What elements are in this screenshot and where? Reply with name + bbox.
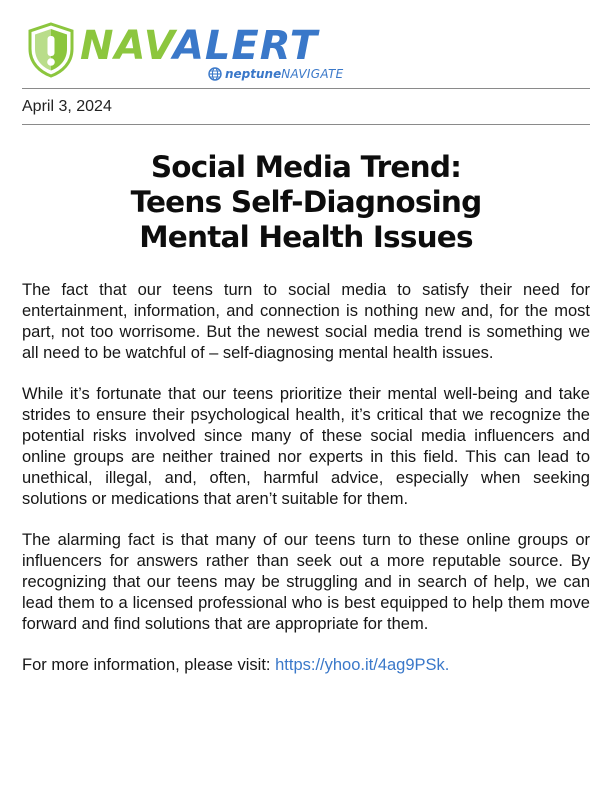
- globe-icon: [208, 67, 222, 81]
- divider-bottom: [22, 124, 590, 125]
- more-info-text: For more information, please visit:: [22, 656, 276, 674]
- sub-neptune: neptune: [225, 67, 282, 81]
- divider-top: [22, 88, 590, 89]
- publish-date: April 3, 2024: [22, 98, 112, 115]
- logo-wordmark: [80, 22, 318, 70]
- title-line-2: Teens Self-Diagnosing: [130, 185, 482, 219]
- sub-navigate: NAVIGATE: [281, 67, 344, 81]
- more-info-link[interactable]: https://yhoo.it/4ag9PSk.: [275, 656, 450, 674]
- article-title: [22, 150, 590, 255]
- article-body: [22, 280, 590, 676]
- header: [22, 20, 590, 90]
- logo-alert: ALERT: [172, 23, 319, 69]
- more-info-line: [22, 655, 590, 676]
- paragraph-2: While it’s fortunate that our teens prioritize their mental well-being and take strides to ensure their psychological health, it’s critical that we recognize the potential risks involved since many of these social media influencers and online groups are neither trained nor experts in this field. This can lead to unethical, illegal, and, often, harmful advice, especially when seeking solutions or medications that aren’t suitable for them.: [22, 385, 590, 508]
- paragraph-3: The alarming fact is that many of our teens turn to these online groups or influencers for answers rather than seek out a more reputable source. By recognizing that our teens may be struggling and in search of help, we can lead them to a licensed professional who is best equipped to help them move forward and find solutions that are appropriate for them.: [22, 531, 590, 633]
- title-line-1: Social Media Trend:: [150, 150, 462, 184]
- paragraph-1: The fact that our teens turn to social media to satisfy their need for entertainment, information, and connection is nothing new and, for the most part, not too worrisome. But the newest social media trend is something we all need to be watchful of – self-diagnosing mental health issues.: [22, 281, 590, 362]
- logo-nav: NAV: [80, 23, 173, 69]
- title-line-3: Mental Health Issues: [139, 220, 473, 254]
- neptune-navigate-logo: [208, 66, 344, 82]
- shield-exclamation-icon: [26, 22, 76, 78]
